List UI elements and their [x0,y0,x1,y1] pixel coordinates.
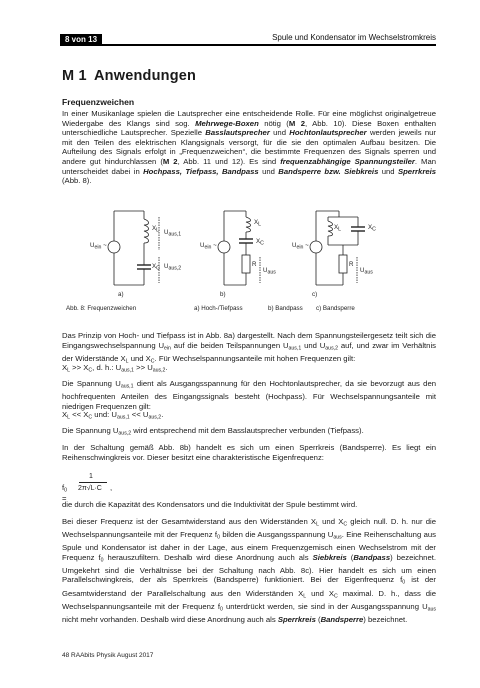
label-uein-a: $U_{ein}$ ~ [90,242,107,251]
paragraph-lowpass: Die Spannung $U_{aus,2}$ wird entsprechend mit dem Basslautsprecher verbunden (Tiefpass). [62,426,364,437]
label-r-c: R [349,261,354,268]
circuit-a [108,211,159,285]
resistor-c [339,255,347,273]
label-uaus1-a: $U_{aus,1}$ [164,229,182,238]
paragraph-highpass: Die Spannung $U_{aus,1}$ dient als Ausgangsspannung für den Hochtonlautsprecher, da sie bevorzugt aus den hochfrequenten Anteilen des Eingangssignals besteht (Hochpass). Für Wechselspannungsanteile mit niedrigen Frequenzen gilt: [62,379,436,411]
label-xc-a: $X_C$ [152,263,160,272]
coil-b [246,217,251,232]
paragraph-determined: die durch die Kapazität des Kondensators und die Induktivität der Spule bestimmt wird. [62,500,358,509]
formula-lhs: $f_0$ = [62,483,68,503]
formula-numerator: 1 [89,473,93,480]
section-title: Anwendungen [94,68,197,84]
panel-label-b: b) [220,291,226,298]
coil-c [328,221,333,236]
resistor-b [242,255,250,273]
label-xl-b: $X_L$ [254,219,262,228]
caption-b: b) Bandpass [268,305,303,312]
header-rule [60,44,436,46]
caption-a: a) Hoch-/Tiefpass [194,305,243,312]
equation-low-freq: $X_L << X_C$ und: $U_{aus,1} << U_{aus,2}$. [62,410,164,421]
label-uein-b: $U_{ein}$ ~ [200,242,217,251]
panel-label-c: c) [312,291,318,298]
equation-high-freq: $X_L >> X_C$, d. h.: $U_{aus,1} >> U_{aus,2}$. [62,363,168,374]
circuit-c [310,211,365,285]
panel-label-a: a) [118,291,124,298]
page-number-badge: 8 von 13 [60,34,102,46]
label-uaus-c: $U_{aus}$ [360,267,373,276]
figure-frequency-filters [62,205,436,315]
label-uein-c: $U_{ein}$ ~ [292,242,309,251]
paragraph-siebkreis: Bei dieser Frequenz ist der Gesamtwiderstand aus den Widerständen $X_L$ und $X_C$ gleich null. D. h. nur die Wechselspannungsanteile mit der Frequenz $f_0$ bilden die Ausgangsspannung $U_{aus}$. Eine Reihenschaltung aus Spule und Kondensator ist daher in der Lage, aus einem Frequenzgemisch einen Wechselstrom mit der Frequenz $f_0$ herauszufiltern. Deshalb wird diese Anordnung auch als Siebkreis (Bandpass) bezeichnet. Umgekehrt sind die Verhältnisse bei der Schaltung nach Abb. 8c). Hier handelt es sich um einen Parallelschwingkreis, der als Sperrkreis (Bandsperre) funktioniert. Bei der Eigenfrequenz $f_0$ ist der Gesamtwiderstand der Parallelschaltung aus den Widerständen $X_L$ und $X_C$ maximal. D. h., dass die Wechselspannungsanteile mit der Frequenz $f_0$ unterdrückt werden, sie sind in der Ausgangsspannung $U_{aus}$ nicht mehr vorhanden. Deshalb wird diese Anordnung auch als Sperrkreis (Bandsperre) bezeichnet. [62,517,437,624]
paragraph-intro: In einer Musikanlage spielen die Lautsprecher eine entscheidende Rolle. Für eine möglichst originalgetreue Wiedergabe des Klangs sind sog. Mehrwege-Boxen nötig (M 2, Abb. 10). Diese Boxen enthalten unterschiedliche Lautsprecher. Spezielle Basslautsprecher und Hochtonlautsprecher werden jeweils nur mit den Teilen des elektrischen Klangsignals versorgt, für die sie den optimalen Aufbau besitzen. Die Aufteilung des Signals erfolgt in „Frequenzweichen“, die bestimmte Frequenzen des Signals sperren und andere gut hindurchlassen (M 2, Abb. 11 und 12). Es sind frequenzabhängige Spannungsteiler. Man unterscheidet dabei in Hochpass, Tiefpass, Bandpass und Bandsperre bzw. Siebkreis und Sperrkreis (Abb. 8). [62,109,437,186]
circuit-diagrams [62,205,436,315]
section-heading [62,68,196,84]
formula-denominator: 2π√L·C [78,485,102,492]
label-xl-a: $X_L$ [152,225,160,234]
label-uaus2-a: $U_{aus,2}$ [164,263,182,272]
label-r-b: R [252,261,257,268]
figure-caption: Abb. 8: Frequenzweichen [66,305,137,312]
label-xc-b: $X_C$ [256,238,264,247]
running-title: Spule und Kondensator im Wechselstromkreis [272,33,436,42]
label-xl-c: $X_L$ [334,224,342,233]
section-number: M 1 [62,68,87,84]
label-uaus-b: $U_{aus}$ [263,267,276,276]
subsection-heading: Frequenzweichen [62,97,135,107]
formula-tail: , [110,483,113,492]
caption-c: c) Bandsperre [316,305,355,312]
paragraph-principle: Das Prinzip von Hoch- und Tiefpass ist in Abb. 8a) dargestellt. Nach dem Spannungsteilergesetz teilt sich die Eingangswechselspannung $U_{ein}$ auf die beiden Teilspannungen $U_{aus,1}$ und $U_{aus,2}$ auf, und zwar im Verhältnis der Widerstände $X_L$ und $X_C$. Für Wechselspannungsanteile mit hohen Frequenzen gilt: [62,331,437,365]
fraction-bar [79,482,107,483]
page-footer: 48 RAAbits Physik August 2017 [62,652,154,659]
paragraph-series-circuit: In der Schaltung gemäß Abb. 8b) handelt es sich um einen Sperrkreis (Bandsperre). Es liegt ein Reihenschwingkreis vor. Dieser besitzt eine charakteristische Eigenfrequenz: [62,443,436,462]
coil-a [144,219,149,243]
label-xc-c: $X_C$ [368,224,376,233]
